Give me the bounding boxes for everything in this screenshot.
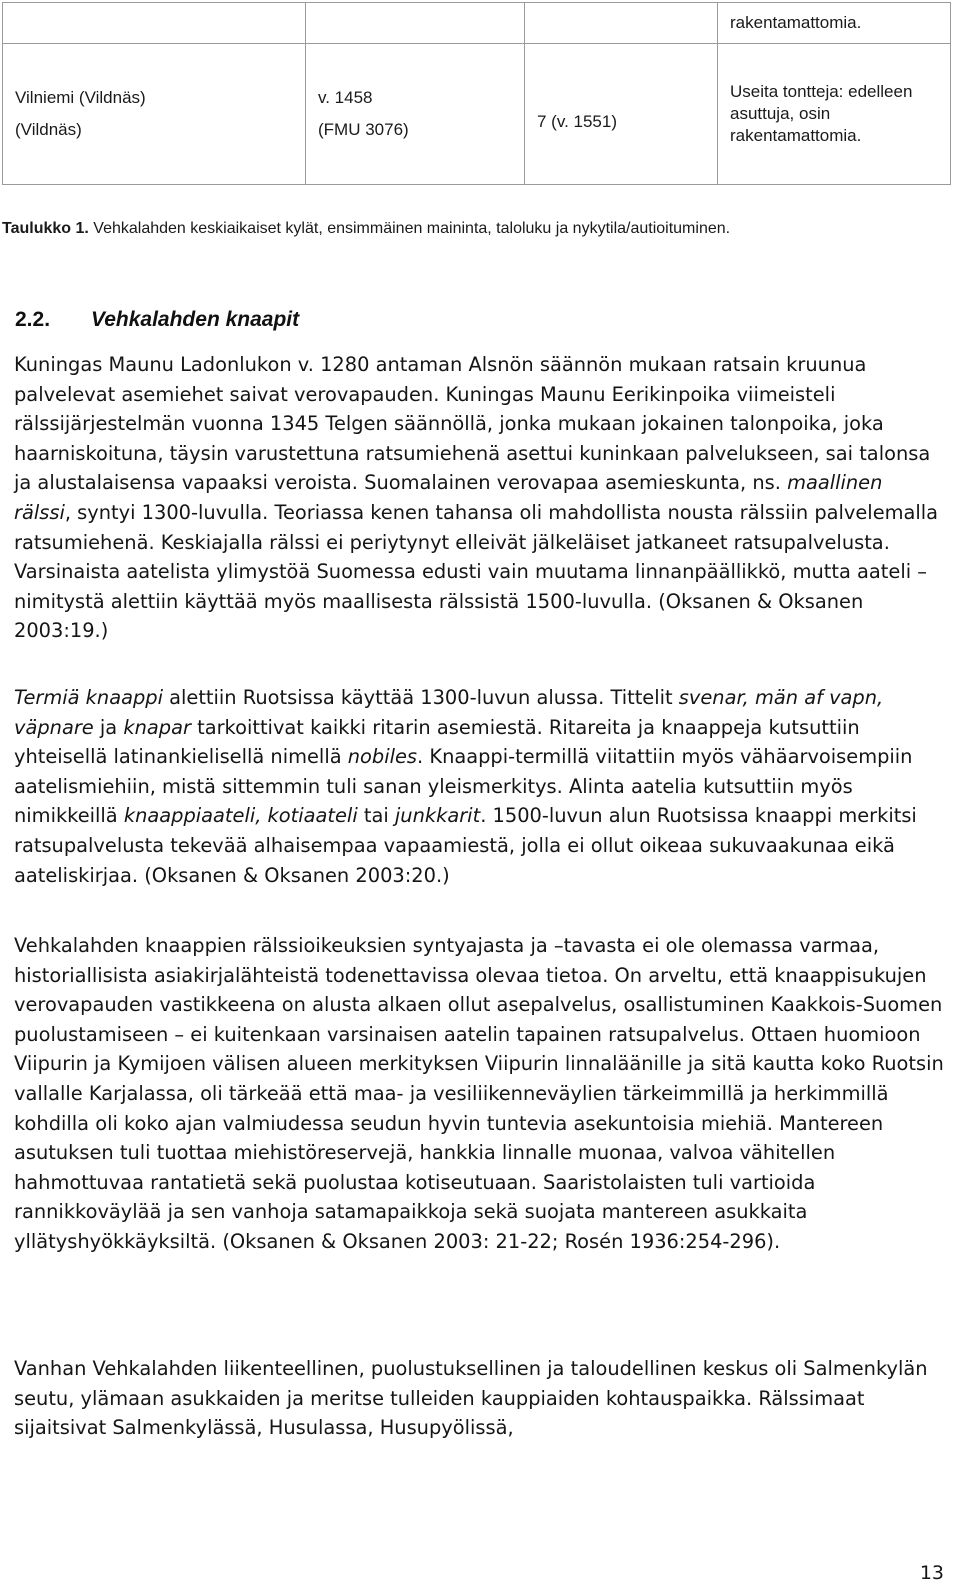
table-cell-status: Useita tontteja: edelleen asuttuja, osin rakentamattomia. [718, 44, 951, 185]
table-cell-status: rakentamattomia. [718, 3, 951, 44]
text-run: tarkoittivat kaikki ritarin asemiestä. Ritareita ja knaappeja kutsuttiin yhteisellä latinankielisellä nimellä [14, 715, 860, 769]
villages-table [2, 2, 951, 185]
italic-term: Termiä knaappi [14, 686, 163, 709]
paragraph-4 [14, 1354, 944, 1443]
village-name: Vilniemi (Vildnäs) [15, 88, 146, 107]
text-run: ja [93, 715, 124, 739]
paragraph-1 [14, 350, 944, 646]
table-cell [306, 3, 525, 44]
text-run: tai [357, 804, 395, 828]
italic-term: maallinen rälssi [14, 471, 883, 524]
text-run: Kuningas Maunu Ladonlukon v. 1280 antaman Alsnön säännön mukaan ratsain kruunua palvelevat asemiehet saivat verovapauden. Kuningas Maunu Eerikinpoika viimeisteli rälssijärjestelmän vuonna 1345 Telgen säännöllä, jonka mukaan jokainen talonpoika, joka haarniskoituna, täysin varustettuna ratsumiehenä asettui kuninkaan palvelukseen, sai talonsa ja alustalaisensa vapaaksi veroista. Suomalainen verovapaa asemieskunta, ns. [14, 353, 931, 495]
text-run: . 1500-luvun alun Ruotsissa knaappi merkitsi ratsupalvelusta tekevää alhaisempaa vapaamiestä, jolla ei ollut oikeaa sukuvaakunaa eikä aateliskirjaa. (Oksanen & Oksanen 2003:20.) [14, 804, 917, 887]
paragraph-text: Vehkalahden knaappien rälssioikeuksien syntyajasta ja –tavasta ei ole olemassa varmaa, historiallisista asiakirjalähteistä todenettavissa olevaa tietoa. On arveltu, että knaappisukujen verovapauden vastikkeena on alusta alkaen ollut asepalvelus, osallistuminen Kaakkois-Suomen puolustamiseen – ei kuitenkaan varsinaisen aatelin tapainen ratsupalvelus. Ottaen huomioon Viipurin ja Kymijoen välisen alueen merkityksen Viipurin linnaläänille ja sitä kautta koko Ruotsin vallalle Karjalassa, oli tärkeää että maa- ja vesiliikenneväylien tärkeimmillä ja herkimmillä kohdilla oli koko ajan valmiudessa seudun hyvin tuntevia asekuntoisia miehiä. Mantereen asutuksen tuli tuottaa miehistöreservejä, hankkia linnalle muonaa, valvoa vähitellen hahmottuvaa rantatietä sekä puolustaa kotiseutuaan. Saaristolaisten tuli vartioida rannikkoväylää ja sen vanhoja satamapaikkoja sekä suojata mantereen asukkaita yllätyshyökkäyksiltä. (Oksanen & Oksanen 2003: 21-22; Rosén 1936:254-296). [14, 934, 944, 1253]
first-mention: v. 1458 [318, 88, 373, 107]
paragraph-2 [14, 683, 944, 890]
table-row [3, 44, 951, 185]
table-cell-village [3, 44, 306, 185]
table-caption [2, 220, 942, 238]
table-cell [3, 3, 306, 44]
paragraph-text: Vanhan Vehkalahden liikenteellinen, puolustuksellinen ja taloudellinen keskus oli Salmenkylän seutu, ylämaan asukkaiden ja meritse tulleiden kauppiaiden kohtauspaikka. Rälssimaat sijaitsivat Salmenkylässä, Husulassa, Husupyölissä, [14, 1357, 928, 1440]
section-heading [15, 308, 299, 332]
village-alt-name: (Vildnäs) [15, 120, 82, 139]
paragraph-3 [14, 931, 944, 1257]
table-cell [525, 3, 718, 44]
section-number: 2.2. [15, 308, 51, 331]
italic-term: junkkarit [394, 804, 481, 828]
mention-source: (FMU 3076) [318, 120, 409, 139]
table-row [3, 3, 951, 44]
table-cell-mention [306, 44, 525, 185]
caption-label: Taulukko 1. [2, 220, 89, 237]
text-run: , syntyi 1300-luvulla. Teoriassa kenen tahansa oli mahdollista nousta rälssiin palvelemalla ratsumiehenä. Keskiajalla rälssi ei periytynyt elleivät jälkeläiset jatkaneet ratsupalvelusta. Varsinaista aatelista ylimystöä Suomessa edusti vain muutama linnanpäällikkö, mutta aateli –nimitystä alettiin käyttää myös maallisesta rälssistä 1500-luvulla. (Oksanen & Oksanen 2003:19.) [14, 500, 939, 643]
text-run: . Knaappi-termillä viitattiin myös vähäarvoisempiin aatelismiehiin, mistä sittemmin tuli sanan yleismerkitys. Alinta aatelia kutsuttiin myös nimikkeillä [14, 745, 913, 828]
italic-term: svenar, män af vapn, väpnare [14, 686, 884, 739]
table-cell-houses: 7 (v. 1551) [525, 44, 718, 185]
page-number: 13 [919, 1562, 944, 1584]
italic-term: nobiles [347, 745, 418, 769]
italic-term: knaappiaateli, kotiaateli [123, 804, 358, 828]
italic-term: knapar [123, 715, 191, 739]
caption-text: Vehkalahden keskiaikaiset kylät, ensimmäinen maininta, taloluku ja nykytila/autioituminen. [88, 220, 731, 237]
section-title: Vehkalahden knaapit [91, 308, 300, 331]
text-run: alettiin Ruotsissa käyttää 1300-luvun alussa. Tittelit [162, 686, 679, 709]
